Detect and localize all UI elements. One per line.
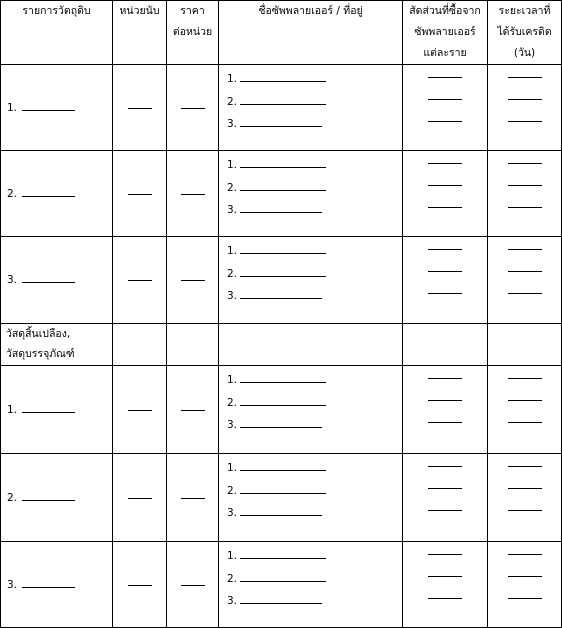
share-field[interactable]: [428, 400, 462, 401]
share-field[interactable]: [428, 576, 462, 577]
supplier-field[interactable]: [240, 394, 322, 406]
share-field[interactable]: [428, 598, 462, 599]
share-field[interactable]: [428, 422, 462, 423]
item-label: 3.: [7, 270, 75, 290]
table-row: [1, 542, 562, 628]
supplier-field[interactable]: [240, 93, 322, 105]
item-label: 1.: [7, 400, 75, 420]
item-name-field[interactable]: [22, 488, 75, 501]
supplier-field[interactable]: [240, 482, 322, 494]
credit-fields: [488, 542, 561, 599]
credit-field[interactable]: [508, 466, 542, 467]
header-unit-count: หน่วยนับ: [113, 1, 167, 65]
credit-field[interactable]: [508, 207, 542, 208]
header-row: [1, 1, 562, 65]
unit-price-field[interactable]: [181, 498, 205, 499]
item-name-field[interactable]: [22, 400, 75, 413]
unit-count-field[interactable]: [128, 585, 152, 586]
credit-fields: [488, 237, 561, 294]
share-fields: [403, 237, 487, 294]
share-fields: [403, 366, 487, 423]
credit-field[interactable]: [508, 77, 542, 78]
item-label: 2.: [7, 184, 75, 204]
share-field[interactable]: [428, 554, 462, 555]
unit-count-field[interactable]: [128, 194, 152, 195]
share-field[interactable]: [428, 271, 462, 272]
unit-count-field[interactable]: [128, 410, 152, 411]
share-field[interactable]: [428, 488, 462, 489]
share-field[interactable]: [428, 378, 462, 379]
item-name-field[interactable]: [22, 98, 75, 111]
credit-field[interactable]: [508, 510, 542, 511]
table-row: [1, 454, 562, 542]
credit-field[interactable]: [508, 400, 542, 401]
supplier-field[interactable]: [240, 592, 322, 604]
credit-fields: [488, 366, 561, 423]
share-field[interactable]: [428, 99, 462, 100]
credit-fields: [488, 65, 561, 122]
credit-fields: [488, 151, 561, 208]
unit-count-field[interactable]: [128, 498, 152, 499]
item-name-field[interactable]: [22, 270, 75, 283]
credit-fields: [488, 454, 561, 511]
supplier-list: 1. 2. 3.: [219, 542, 402, 613]
supplier-field[interactable]: [240, 371, 322, 383]
table-row: [1, 366, 562, 454]
supplier-field[interactable]: [240, 115, 322, 127]
share-field[interactable]: [428, 77, 462, 78]
credit-field[interactable]: [508, 293, 542, 294]
item-label: 1.: [7, 98, 75, 118]
supplier-list: 1. 2. 3.: [219, 151, 402, 222]
credit-field[interactable]: [508, 378, 542, 379]
unit-price-field[interactable]: [181, 280, 205, 281]
supplier-field[interactable]: [240, 201, 322, 213]
header-material-items: รายการวัตถุดิบ: [1, 1, 113, 65]
share-field[interactable]: [428, 163, 462, 164]
item-label: 3.: [7, 575, 75, 595]
supplier-list: 1. 2. 3.: [219, 65, 402, 136]
item-label: 2.: [7, 488, 75, 508]
credit-field[interactable]: [508, 422, 542, 423]
credit-field[interactable]: [508, 576, 542, 577]
share-field[interactable]: [428, 185, 462, 186]
unit-price-field[interactable]: [181, 585, 205, 586]
share-field[interactable]: [428, 121, 462, 122]
supplier-field[interactable]: [240, 156, 322, 168]
section-label: วัสดุสิ้นเปลือง, วัสดุบรรจุภัณฑ์: [1, 324, 113, 366]
supplier-list: 1. 2. 3.: [219, 366, 402, 437]
supplier-field[interactable]: [240, 287, 322, 299]
supplier-field[interactable]: [240, 570, 322, 582]
unit-price-field[interactable]: [181, 194, 205, 195]
credit-field[interactable]: [508, 598, 542, 599]
credit-field[interactable]: [508, 488, 542, 489]
share-field[interactable]: [428, 207, 462, 208]
supplier-field[interactable]: [240, 70, 322, 82]
share-field[interactable]: [428, 466, 462, 467]
credit-field[interactable]: [508, 271, 542, 272]
supplier-field[interactable]: [240, 547, 322, 559]
header-credit-days: ระยะเวลาที่ ได้รับเครดิต (วัน): [488, 1, 562, 65]
unit-price-field[interactable]: [181, 108, 205, 109]
supplier-field[interactable]: [240, 242, 322, 254]
share-fields: [403, 542, 487, 599]
supplier-list: 1. 2. 3.: [219, 237, 402, 308]
header-unit-price: ราคา ต่อหน่วย: [167, 1, 219, 65]
header-supplier: ชื่อซัพพลายเออร์ / ที่อยู่: [219, 1, 403, 65]
credit-field[interactable]: [508, 249, 542, 250]
item-name-field[interactable]: [22, 184, 75, 197]
credit-field[interactable]: [508, 185, 542, 186]
unit-count-field[interactable]: [128, 280, 152, 281]
table-row: [1, 65, 562, 151]
unit-price-field[interactable]: [181, 410, 205, 411]
credit-field[interactable]: [508, 163, 542, 164]
share-field[interactable]: [428, 293, 462, 294]
supplier-field[interactable]: [240, 504, 322, 516]
supplier-field[interactable]: [240, 265, 322, 277]
table-row: [1, 151, 562, 237]
credit-field[interactable]: [508, 554, 542, 555]
supplier-list: 1. 2. 3.: [219, 454, 402, 525]
share-field[interactable]: [428, 510, 462, 511]
share-field[interactable]: [428, 249, 462, 250]
credit-field[interactable]: [508, 99, 542, 100]
item-name-field[interactable]: [22, 575, 75, 588]
unit-count-field[interactable]: [128, 108, 152, 109]
credit-field[interactable]: [508, 121, 542, 122]
header-purchase-share: สัดส่วนที่ซื้อจาก ซัพพลายเออร์ แต่ละราย: [403, 1, 488, 65]
supplier-field[interactable]: [240, 459, 322, 471]
supplier-field[interactable]: [240, 416, 322, 428]
share-fields: [403, 454, 487, 511]
section-row: [1, 324, 562, 366]
supplier-field[interactable]: [240, 179, 322, 191]
share-fields: [403, 65, 487, 122]
table-row: [1, 237, 562, 324]
share-fields: [403, 151, 487, 208]
